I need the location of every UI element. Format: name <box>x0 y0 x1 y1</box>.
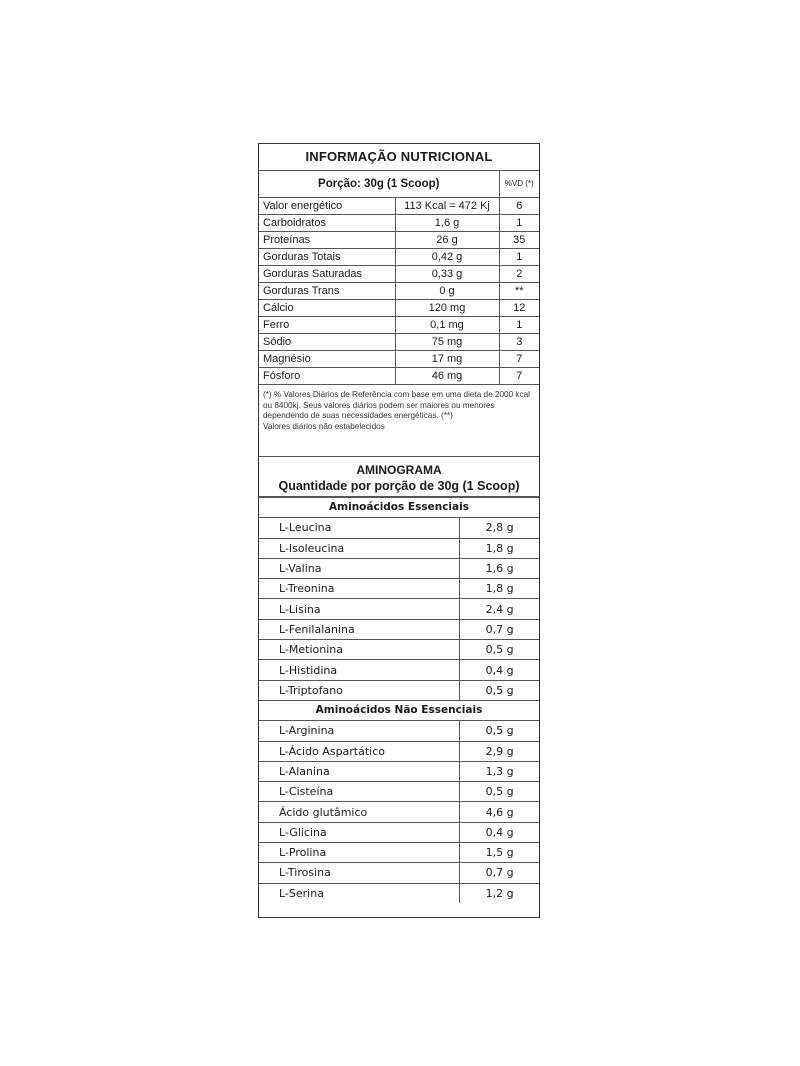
nutrition-row <box>259 283 539 300</box>
nutrient-vd: 7 <box>499 351 539 368</box>
portion-label: Porção: 30g (1 Scoop) <box>259 171 499 198</box>
nutrient-name: Carboidratos <box>259 215 395 232</box>
nutrition-row <box>259 266 539 283</box>
nutrition-label <box>258 143 540 918</box>
amino-value: 1,6 g <box>459 558 539 578</box>
amino-row <box>259 680 539 700</box>
nutrient-vd: 1 <box>499 249 539 266</box>
nutrition-table <box>259 144 539 385</box>
nutrient-name: Gorduras Trans <box>259 283 395 300</box>
amino-name: L-Leucina <box>259 518 459 538</box>
nutrient-vd: 1 <box>499 317 539 334</box>
amino-name: L-Prolina <box>259 843 459 863</box>
amino-value: 0,4 g <box>459 822 539 842</box>
nutrient-name: Ferro <box>259 317 395 334</box>
nutrient-name: Gorduras Totais <box>259 249 395 266</box>
amino-name: L-Histidina <box>259 660 459 680</box>
amino-section-row <box>259 498 539 518</box>
nutrient-amount: 120 mg <box>395 300 499 317</box>
amino-value: 0,5 g <box>459 640 539 660</box>
nutrient-amount: 17 mg <box>395 351 499 368</box>
nutrient-amount: 0,1 mg <box>395 317 499 334</box>
nutrient-vd: 2 <box>499 266 539 283</box>
nutrient-name: Cálcio <box>259 300 395 317</box>
nutrition-row <box>259 351 539 368</box>
amino-name: L-Metionina <box>259 640 459 660</box>
amino-row <box>259 843 539 863</box>
amino-section-label: Aminoácidos Não Essenciais <box>259 700 539 720</box>
amino-name: L-Serina <box>259 883 459 903</box>
nutrient-amount: 46 mg <box>395 368 499 385</box>
nutrition-row <box>259 249 539 266</box>
amino-value: 2,4 g <box>459 599 539 619</box>
nutrient-vd: 12 <box>499 300 539 317</box>
nutrient-vd: 3 <box>499 334 539 351</box>
nutrient-name: Proteínas <box>259 232 395 249</box>
nutrient-vd: ** <box>499 283 539 300</box>
amino-row <box>259 721 539 741</box>
vd-header: %VD (*) <box>499 171 539 198</box>
amino-row <box>259 558 539 578</box>
aminogram-subtitle: Quantidade por porção de 30g (1 Scoop) <box>278 479 520 493</box>
aminogram-title: AMINOGRAMA <box>356 463 442 477</box>
amino-name: L-Lisina <box>259 599 459 619</box>
nutrient-vd: 35 <box>499 232 539 249</box>
amino-value: 2,9 g <box>459 741 539 761</box>
nutrition-row <box>259 334 539 351</box>
amino-value: 2,8 g <box>459 518 539 538</box>
nutrient-name: Magnésio <box>259 351 395 368</box>
amino-row <box>259 619 539 639</box>
amino-row <box>259 761 539 781</box>
nutrient-name: Sódio <box>259 334 395 351</box>
amino-name: L-Valina <box>259 558 459 578</box>
nutrient-amount: 0,42 g <box>395 249 499 266</box>
nutrient-amount: 1,6 g <box>395 215 499 232</box>
amino-value: 0,5 g <box>459 782 539 802</box>
amino-value: 0,7 g <box>459 863 539 883</box>
footnote-reference: (*) % Valores Diários de Referência com base em uma dieta de 2000 kcal ou 8400kj. Seus valores diários podem ser maiores ou menores dependendo de suas necessidades energéticas. (**) <box>263 390 530 421</box>
nutrient-amount: 0,33 g <box>395 266 499 283</box>
nutrition-row <box>259 300 539 317</box>
nutrition-row <box>259 215 539 232</box>
nutrition-footnote <box>259 385 539 457</box>
amino-row <box>259 863 539 883</box>
nutrition-row <box>259 232 539 249</box>
amino-name: L-Triptofano <box>259 680 459 700</box>
aminogram-header <box>259 457 539 497</box>
amino-section-label: Aminoácidos Essenciais <box>259 498 539 518</box>
nutrient-amount: 0 g <box>395 283 499 300</box>
amino-value: 1,3 g <box>459 761 539 781</box>
amino-row <box>259 599 539 619</box>
amino-name: L-Treonina <box>259 579 459 599</box>
nutrient-name: Fósforo <box>259 368 395 385</box>
footnote-not-established: Valores diários não estabelecidos <box>263 421 385 431</box>
amino-name: L-Alanina <box>259 761 459 781</box>
amino-row <box>259 579 539 599</box>
nutrient-vd: 1 <box>499 215 539 232</box>
amino-name: L-Isoleucina <box>259 538 459 558</box>
nutrition-title: INFORMAÇÃO NUTRICIONAL <box>259 144 539 171</box>
nutrition-row <box>259 317 539 334</box>
amino-row <box>259 538 539 558</box>
amino-name: L-Glicina <box>259 822 459 842</box>
nutrient-amount: 113 Kcal = 472 Kj <box>395 198 499 215</box>
amino-row <box>259 782 539 802</box>
amino-section-row <box>259 700 539 720</box>
amino-value: 0,7 g <box>459 619 539 639</box>
amino-row <box>259 640 539 660</box>
nutrient-name: Valor energético <box>259 198 395 215</box>
nutrition-row <box>259 198 539 215</box>
amino-name: L-Tirosina <box>259 863 459 883</box>
amino-value: 0,4 g <box>459 660 539 680</box>
aminogram-table <box>259 497 539 903</box>
amino-value: 1,5 g <box>459 843 539 863</box>
amino-value: 0,5 g <box>459 680 539 700</box>
amino-row <box>259 741 539 761</box>
amino-row <box>259 518 539 538</box>
amino-name: L-Ácido Aspartático <box>259 741 459 761</box>
amino-name: L-Arginina <box>259 721 459 741</box>
nutrient-amount: 26 g <box>395 232 499 249</box>
amino-value: 0,5 g <box>459 721 539 741</box>
amino-row <box>259 822 539 842</box>
nutrient-name: Gorduras Saturadas <box>259 266 395 283</box>
nutrition-row <box>259 368 539 385</box>
amino-value: 4,6 g <box>459 802 539 822</box>
amino-name: Ácido glutâmico <box>259 802 459 822</box>
amino-name: L-Cisteína <box>259 782 459 802</box>
nutrient-amount: 75 mg <box>395 334 499 351</box>
amino-row <box>259 802 539 822</box>
nutrient-vd: 7 <box>499 368 539 385</box>
amino-value: 1,8 g <box>459 579 539 599</box>
amino-row <box>259 883 539 903</box>
amino-value: 1,8 g <box>459 538 539 558</box>
amino-row <box>259 660 539 680</box>
nutrient-vd: 6 <box>499 198 539 215</box>
amino-value: 1,2 g <box>459 883 539 903</box>
amino-name: L-Fenilalanina <box>259 619 459 639</box>
